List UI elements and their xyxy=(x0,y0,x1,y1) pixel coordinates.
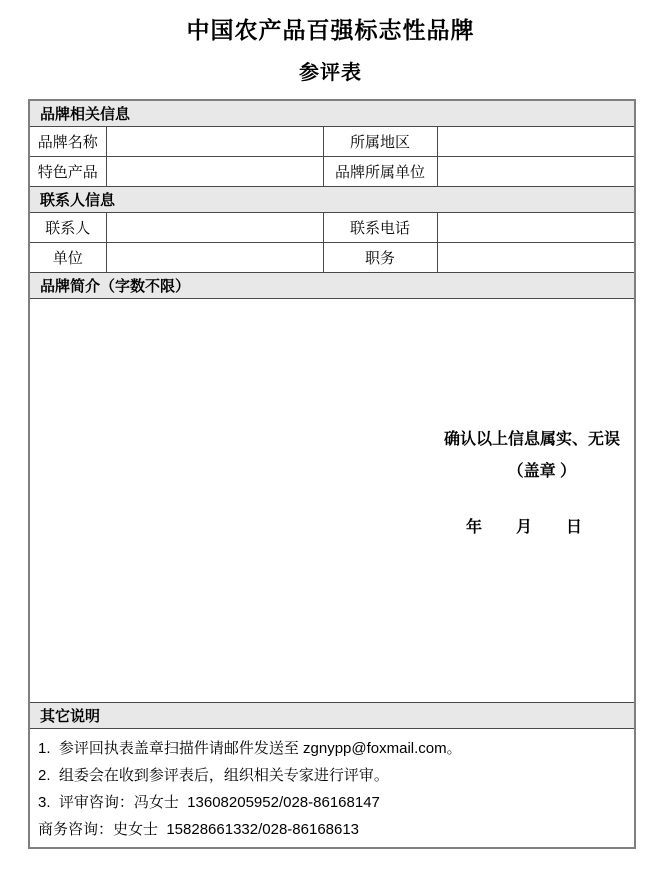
notes-cell xyxy=(29,729,635,849)
brand-name-input[interactable] xyxy=(106,127,323,157)
region-input[interactable] xyxy=(437,127,635,157)
contact-phone-input[interactable] xyxy=(437,213,635,243)
job-title-label: 职务 xyxy=(323,243,437,273)
section-header-brand-info: 品牌相关信息 xyxy=(29,100,635,127)
confirmation-block xyxy=(30,430,634,571)
date-line xyxy=(30,518,634,538)
featured-product-input[interactable] xyxy=(106,157,323,187)
job-title-input[interactable] xyxy=(437,243,635,273)
section-header-brand-intro: 品牌简介（字数不限） xyxy=(29,273,635,299)
stamp-here-note: （盖章 ） xyxy=(507,463,577,480)
application-form-table xyxy=(28,99,636,849)
month-label: 月 xyxy=(515,519,532,536)
note-item-1: 1. 参评回执表盖章扫描件请邮件发送至 zgnypp@foxmail.com。 xyxy=(38,740,462,757)
note-item-4: 商务咨询：史女士 15828661332/028-86168613 xyxy=(38,821,360,838)
page-subtitle: 参评表 xyxy=(299,62,362,84)
note-item-2: 2. 组委会在收到参评表后，组织相关专家进行评审。 xyxy=(38,767,389,784)
work-unit-input[interactable] xyxy=(106,243,323,273)
note-item-3: 3. 评审咨询：冯女士 13608205952/028-86168147 xyxy=(38,794,380,811)
section-header-contact-info: 联系人信息 xyxy=(29,187,635,213)
region-label: 所属地区 xyxy=(323,127,437,157)
day-label: 日 xyxy=(566,519,583,536)
contact-phone-label: 联系电话 xyxy=(323,213,437,243)
confirmation-statement: 确认以上信息属实、无误 xyxy=(444,431,621,448)
work-unit-label: 单位 xyxy=(29,243,106,273)
brand-intro-textarea[interactable] xyxy=(29,299,635,703)
section-header-other-notes: 其它说明 xyxy=(29,703,635,729)
brand-owner-input[interactable] xyxy=(437,157,635,187)
featured-product-label: 特色产品 xyxy=(29,157,106,187)
contact-name-label: 联系人 xyxy=(29,213,106,243)
contact-name-input[interactable] xyxy=(106,213,323,243)
year-label: 年 xyxy=(465,519,482,536)
brand-name-label: 品牌名称 xyxy=(29,127,106,157)
brand-owner-label: 品牌所属单位 xyxy=(323,157,437,187)
page-title: 中国农产品百强标志性品牌 xyxy=(186,17,475,43)
